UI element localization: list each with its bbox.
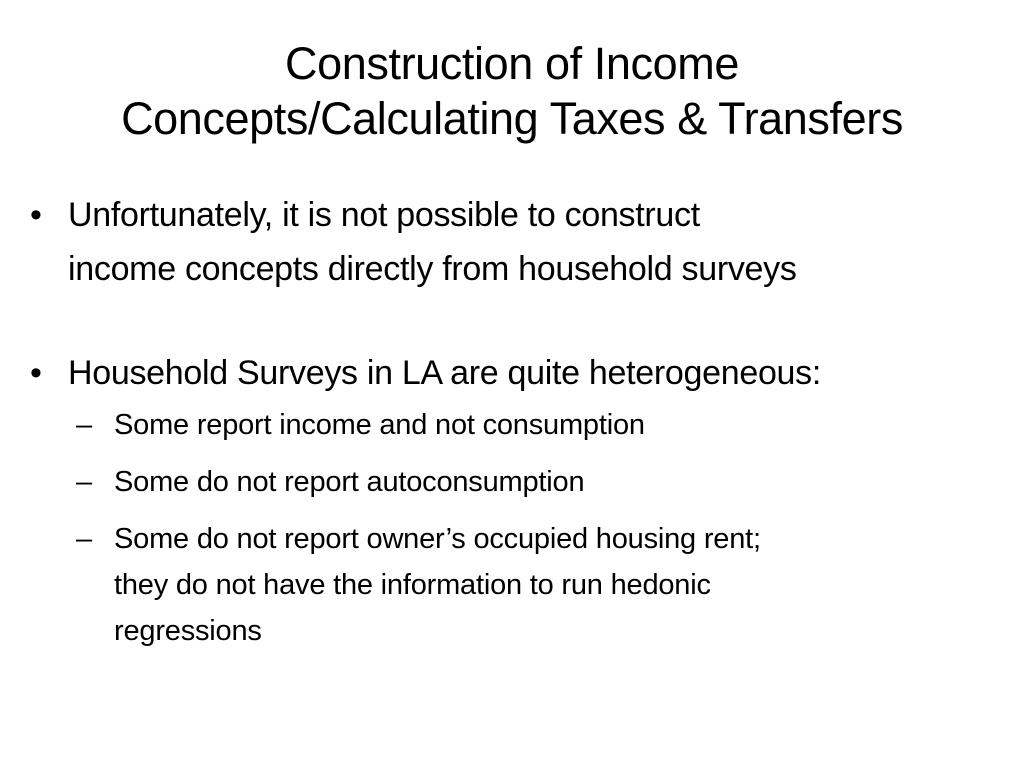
title-line-1: Construction of Income bbox=[285, 38, 739, 89]
bullet-line: Household Surveys in LA are quite heterogeneous: bbox=[68, 354, 822, 392]
sub-bullet-item bbox=[76, 459, 1010, 505]
sub-bullet-item bbox=[76, 516, 1010, 654]
sub-bullet-text bbox=[114, 516, 1010, 654]
sub-bullet-text bbox=[114, 459, 1010, 505]
bullet-item bbox=[30, 188, 1010, 296]
sub-bullet-text bbox=[114, 402, 1010, 448]
bullet-marker: • bbox=[30, 354, 42, 392]
sub-bullet-list bbox=[76, 402, 1010, 654]
sub-bullet-line: regressions bbox=[114, 615, 262, 647]
sub-bullet-line: they do not have the information to run hedonic bbox=[114, 569, 711, 601]
sub-bullet-item bbox=[76, 402, 1010, 448]
bullet-text bbox=[68, 188, 1010, 296]
bullet-item bbox=[30, 346, 1010, 400]
sub-bullet-line: Some do not report autoconsumption bbox=[114, 466, 585, 498]
bullet-marker: • bbox=[30, 196, 42, 234]
slide-body bbox=[30, 188, 1010, 665]
sub-bullet-marker: – bbox=[76, 523, 92, 555]
sub-bullet-line: Some do not report owner’s occupied housing rent; bbox=[114, 523, 761, 555]
sub-bullet-marker: – bbox=[76, 409, 92, 441]
sub-bullet-line: Some report income and not consumption bbox=[114, 409, 645, 441]
slide-title bbox=[20, 36, 1004, 146]
bullet-line: Unfortunately, it is not possible to construct bbox=[68, 196, 700, 234]
title-line-2: Concepts/Calculating Taxes & Transfers bbox=[121, 93, 903, 144]
bullet-line: income concepts directly from household surveys bbox=[68, 250, 797, 288]
sub-bullet-marker: – bbox=[76, 466, 92, 498]
bullet-text bbox=[68, 346, 1010, 400]
